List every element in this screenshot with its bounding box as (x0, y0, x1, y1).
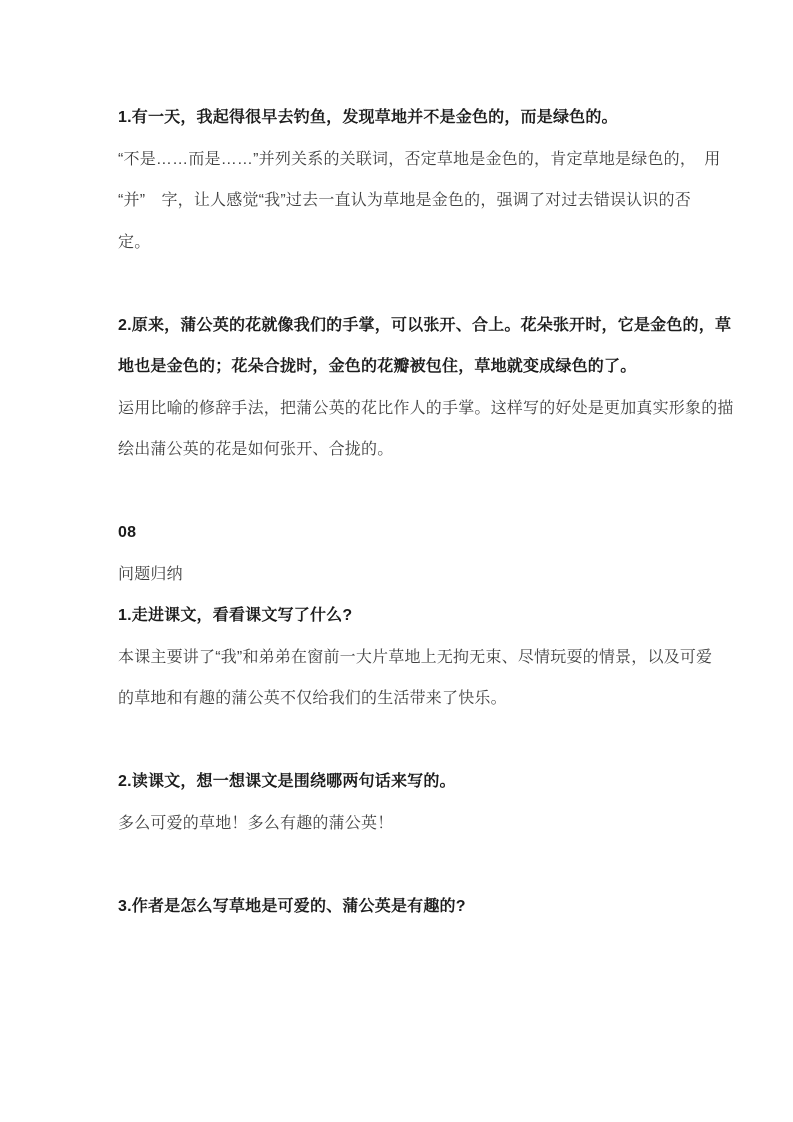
analysis-answer-1-line-2: “并” 字，让人感觉“我”过去一直认为草地是金色的，强调了对过去错误认识的否 (118, 192, 691, 209)
section-title: 问题归纳 (118, 565, 183, 583)
summary-item-2 (118, 761, 677, 844)
analysis-answer-2-line-2: 绘出蒲公英的花是如何张开、合拢的。 (118, 441, 394, 458)
summary-section (118, 512, 713, 720)
summary-question-1: 1.走进课文，看看课文写了什么? (118, 607, 353, 624)
summary-item-3 (118, 886, 677, 928)
section-number: 08 (118, 524, 137, 541)
analysis-question-2-line-2: 地也是金色的；花朵合拢时，金色的花瓣被包住，草地就变成绿色的了。 (118, 358, 637, 375)
analysis-answer-1-line-1: “不是……而是……”并列关系的关联词，否定草地是金色的，肯定草地是绿色的， 用 (118, 150, 721, 168)
analysis-answer-1-line-3: 定。 (118, 233, 151, 251)
summary-answer-2: 多么可爱的草地！多么有趣的蒲公英！ (118, 814, 394, 832)
analysis-question-1: 1.有一天，我起得很早去钓鱼，发现草地并不是金色的，而是绿色的。 (118, 109, 618, 126)
analysis-item-1 (118, 97, 721, 263)
analysis-item-2 (118, 305, 734, 471)
summary-question-3: 3.作者是怎么写草地是可爱的、蒲公英是有趣的? (118, 897, 466, 915)
summary-answer-1-line-2: 的草地和有趣的蒲公英不仅给我们的生活带来了快乐。 (118, 690, 507, 707)
analysis-answer-2-line-1: 运用比喻的修辞手法，把蒲公英的花比作人的手掌。这样写的好处是更加真实形象的描 (118, 399, 734, 417)
document-content (118, 97, 734, 927)
summary-answer-1-line-1: 本课主要讲了“我”和弟弟在窗前一大片草地上无拘无束、尽情玩耍的情景，以及可爱 (118, 648, 713, 666)
summary-question-2: 2.读课文，想一想课文是围绕哪两句话来写的。 (118, 773, 456, 790)
analysis-question-2-line-1: 2.原来，蒲公英的花就像我们的手掌，可以张开、合上。花朵张开时，它是金色的，草 (118, 316, 732, 334)
